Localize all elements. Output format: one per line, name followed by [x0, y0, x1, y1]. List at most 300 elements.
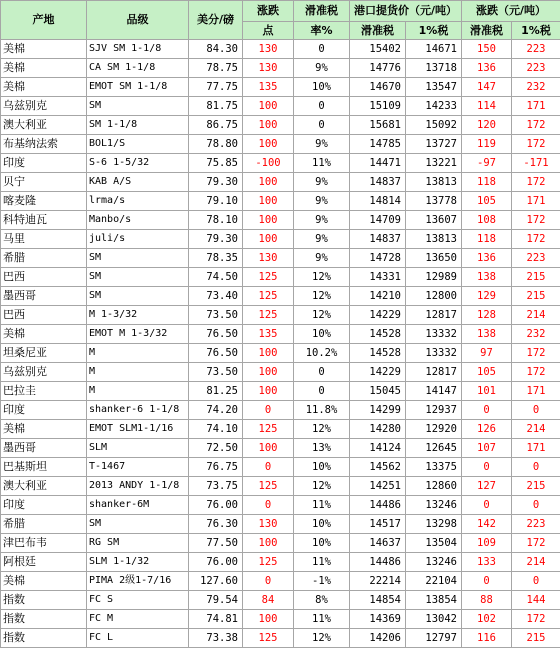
cell-origin: 阿根廷 [1, 553, 87, 572]
cell-tax-rate: 0 [294, 382, 350, 401]
cell-grade: EMOT SLM1-1/16 [87, 420, 189, 439]
cell-origin: 印度 [1, 154, 87, 173]
cell-change-points: 125 [243, 287, 294, 306]
cell-change-points: 0 [243, 572, 294, 591]
cell-price-slide-tax: 15109 [350, 97, 406, 116]
cell-price-1pct-tax: 12937 [406, 401, 462, 420]
cell-price-1pct-tax: 12920 [406, 420, 462, 439]
cell-change-points: 125 [243, 420, 294, 439]
cell-grade: SM [87, 249, 189, 268]
table-row [1, 629, 560, 648]
cell-price-1pct-tax: 15092 [406, 116, 462, 135]
cell-change-points: 125 [243, 306, 294, 325]
cell-price-1pct-tax: 13778 [406, 192, 462, 211]
cell-origin: 美棉 [1, 78, 87, 97]
cell-price-slide-tax: 14229 [350, 363, 406, 382]
cell-tax-rate: 0 [294, 363, 350, 382]
cell-change-points: 125 [243, 553, 294, 572]
table-row [1, 572, 560, 591]
cell-price: 76.50 [189, 325, 243, 344]
cell-change-1pct-tax: 215 [512, 629, 560, 648]
cell-change-1pct-tax: 214 [512, 553, 560, 572]
cell-origin: 美棉 [1, 59, 87, 78]
cell-price-slide-tax: 14785 [350, 135, 406, 154]
table-row [1, 534, 560, 553]
cell-price-1pct-tax: 13813 [406, 230, 462, 249]
cell-change-slide-tax: 136 [462, 59, 512, 78]
cell-price: 74.10 [189, 420, 243, 439]
cell-change-1pct-tax: 223 [512, 40, 560, 59]
cell-change-1pct-tax: 172 [512, 344, 560, 363]
cell-tax-rate: 12% [294, 268, 350, 287]
table-row [1, 192, 560, 211]
cell-tax-rate: 11% [294, 496, 350, 515]
cell-price: 75.85 [189, 154, 243, 173]
cell-change-points: -100 [243, 154, 294, 173]
cell-grade: FC L [87, 629, 189, 648]
cell-change-slide-tax: 128 [462, 306, 512, 325]
table-row [1, 230, 560, 249]
cell-origin: 布基纳法索 [1, 135, 87, 154]
cell-price-slide-tax: 14517 [350, 515, 406, 534]
cell-tax-rate: 11% [294, 610, 350, 629]
cell-change-1pct-tax: 171 [512, 192, 560, 211]
cell-origin: 指数 [1, 591, 87, 610]
cell-change-slide-tax: 114 [462, 97, 512, 116]
cell-change-points: 135 [243, 325, 294, 344]
cell-price-slide-tax: 14528 [350, 344, 406, 363]
cell-grade: FC S [87, 591, 189, 610]
cell-grade: SM [87, 515, 189, 534]
cell-tax-rate: 10% [294, 534, 350, 553]
cell-price: 127.60 [189, 572, 243, 591]
cell-change-points: 100 [243, 211, 294, 230]
cell-grade: FC M [87, 610, 189, 629]
cell-price: 76.30 [189, 515, 243, 534]
table-row [1, 401, 560, 420]
cell-change-slide-tax: 127 [462, 477, 512, 496]
cell-grade: SLM [87, 439, 189, 458]
cell-change-points: 100 [243, 610, 294, 629]
cell-price-slide-tax: 14709 [350, 211, 406, 230]
cell-change-points: 100 [243, 344, 294, 363]
cell-change-1pct-tax: 223 [512, 249, 560, 268]
cell-price: 77.75 [189, 78, 243, 97]
cell-change-slide-tax: 133 [462, 553, 512, 572]
cell-origin: 津巴布韦 [1, 534, 87, 553]
cell-change-1pct-tax: 171 [512, 97, 560, 116]
cell-price: 76.50 [189, 344, 243, 363]
cell-change-1pct-tax: 0 [512, 496, 560, 515]
cell-grade: M [87, 344, 189, 363]
cell-change-points: 100 [243, 192, 294, 211]
cell-price-slide-tax: 14251 [350, 477, 406, 496]
table-row [1, 78, 560, 97]
table-row [1, 59, 560, 78]
table-row [1, 154, 560, 173]
cell-grade: 2013 ANDY 1-1/8 [87, 477, 189, 496]
table-row [1, 135, 560, 154]
cell-change-slide-tax: 0 [462, 401, 512, 420]
cell-change-slide-tax: 119 [462, 135, 512, 154]
cell-tax-rate: 12% [294, 629, 350, 648]
cell-price-1pct-tax: 13246 [406, 496, 462, 515]
cell-change-points: 100 [243, 97, 294, 116]
cell-price-1pct-tax: 12645 [406, 439, 462, 458]
cell-price-1pct-tax: 13504 [406, 534, 462, 553]
cell-change-points: 84 [243, 591, 294, 610]
cell-change-points: 125 [243, 629, 294, 648]
cell-origin: 墨西哥 [1, 287, 87, 306]
cell-price-1pct-tax: 13042 [406, 610, 462, 629]
cell-price: 78.10 [189, 211, 243, 230]
header-tax-top: 滑准税 [294, 1, 350, 22]
cell-grade: SM [87, 268, 189, 287]
header-delivery-price: 港口提货价（元/吨） [350, 1, 462, 22]
cell-price-slide-tax: 14837 [350, 173, 406, 192]
cell-grade: EMOT M 1-3/32 [87, 325, 189, 344]
cell-origin: 希腊 [1, 249, 87, 268]
table-row [1, 325, 560, 344]
cell-grade: SJV SM 1-1/8 [87, 40, 189, 59]
cell-grade: SLM 1-1/32 [87, 553, 189, 572]
cell-price-1pct-tax: 13718 [406, 59, 462, 78]
cell-grade: SM [87, 287, 189, 306]
cell-price: 73.75 [189, 477, 243, 496]
cell-tax-rate: 10% [294, 325, 350, 344]
cell-tax-rate: 9% [294, 173, 350, 192]
cell-change-points: 125 [243, 268, 294, 287]
cell-tax-rate: 13% [294, 439, 350, 458]
table-row [1, 306, 560, 325]
cell-change-slide-tax: 105 [462, 363, 512, 382]
cell-change-1pct-tax: 144 [512, 591, 560, 610]
header-origin: 产地 [1, 1, 87, 40]
cell-origin: 指数 [1, 629, 87, 648]
cell-price-slide-tax: 14637 [350, 534, 406, 553]
table-row [1, 553, 560, 572]
cell-price-1pct-tax: 13221 [406, 154, 462, 173]
header-price: 美分/磅 [189, 1, 243, 40]
table-row [1, 363, 560, 382]
cell-price-slide-tax: 14471 [350, 154, 406, 173]
cell-change-1pct-tax: 223 [512, 515, 560, 534]
cell-change-1pct-tax: 215 [512, 268, 560, 287]
cell-change-slide-tax: 0 [462, 496, 512, 515]
cell-grade: S-6 1-5/32 [87, 154, 189, 173]
cell-origin: 坦桑尼亚 [1, 344, 87, 363]
cell-price-slide-tax: 14206 [350, 629, 406, 648]
cell-price-slide-tax: 14486 [350, 496, 406, 515]
cell-origin: 印度 [1, 401, 87, 420]
cell-grade: lrma/s [87, 192, 189, 211]
table-row [1, 496, 560, 515]
cell-change-points: 100 [243, 135, 294, 154]
cell-origin: 美棉 [1, 40, 87, 59]
header-updown-slide: 滑准税 [462, 22, 512, 40]
cell-change-1pct-tax: 0 [512, 572, 560, 591]
cell-grade: EMOT SM 1-1/8 [87, 78, 189, 97]
cell-price-slide-tax: 14229 [350, 306, 406, 325]
cell-change-points: 100 [243, 534, 294, 553]
cell-price-slide-tax: 14562 [350, 458, 406, 477]
cell-change-1pct-tax: 171 [512, 382, 560, 401]
cell-tax-rate: 11% [294, 154, 350, 173]
cell-origin: 巴基斯坦 [1, 458, 87, 477]
table-row [1, 287, 560, 306]
header-tax-bottom: 率% [294, 22, 350, 40]
cell-change-1pct-tax: 215 [512, 287, 560, 306]
cell-price: 78.35 [189, 249, 243, 268]
cell-price: 74.50 [189, 268, 243, 287]
cell-change-slide-tax: -97 [462, 154, 512, 173]
cell-change-slide-tax: 0 [462, 458, 512, 477]
cell-tax-rate: 0 [294, 97, 350, 116]
cell-grade: SM [87, 97, 189, 116]
cell-change-points: 130 [243, 40, 294, 59]
table-row [1, 344, 560, 363]
cell-change-slide-tax: 136 [462, 249, 512, 268]
cell-change-points: 100 [243, 116, 294, 135]
cell-origin: 马里 [1, 230, 87, 249]
cell-change-slide-tax: 147 [462, 78, 512, 97]
cell-change-points: 135 [243, 78, 294, 97]
cell-price: 79.10 [189, 192, 243, 211]
cell-tax-rate: 10.2% [294, 344, 350, 363]
cell-change-points: 130 [243, 249, 294, 268]
cell-price-slide-tax: 15402 [350, 40, 406, 59]
cell-origin: 巴西 [1, 268, 87, 287]
cell-price: 76.00 [189, 553, 243, 572]
cell-origin: 澳大利亚 [1, 116, 87, 135]
cell-change-slide-tax: 102 [462, 610, 512, 629]
cell-origin: 美棉 [1, 420, 87, 439]
cell-change-slide-tax: 150 [462, 40, 512, 59]
table-row [1, 439, 560, 458]
cell-change-slide-tax: 126 [462, 420, 512, 439]
cell-tax-rate: 9% [294, 135, 350, 154]
cell-price-1pct-tax: 13547 [406, 78, 462, 97]
cell-price-slide-tax: 14814 [350, 192, 406, 211]
cell-tax-rate: -1% [294, 572, 350, 591]
cell-price-slide-tax: 14728 [350, 249, 406, 268]
cell-tax-rate: 10% [294, 78, 350, 97]
cell-price-1pct-tax: 12817 [406, 363, 462, 382]
table-body [1, 40, 560, 648]
table-row [1, 382, 560, 401]
cell-change-1pct-tax: 214 [512, 306, 560, 325]
cell-change-points: 100 [243, 230, 294, 249]
header-updown: 涨跌（元/吨） [462, 1, 560, 22]
cell-origin: 美棉 [1, 572, 87, 591]
table-row [1, 97, 560, 116]
cell-price-slide-tax: 14210 [350, 287, 406, 306]
cell-origin: 希腊 [1, 515, 87, 534]
cell-origin: 巴西 [1, 306, 87, 325]
cell-change-slide-tax: 107 [462, 439, 512, 458]
cell-price-slide-tax: 15681 [350, 116, 406, 135]
cell-change-1pct-tax: 215 [512, 477, 560, 496]
cell-tax-rate: 0 [294, 40, 350, 59]
header-grade: 品级 [87, 1, 189, 40]
table-row [1, 610, 560, 629]
header-delivery-1pct: 1%税 [406, 22, 462, 40]
cell-change-slide-tax: 120 [462, 116, 512, 135]
table-row [1, 211, 560, 230]
cell-change-points: 130 [243, 515, 294, 534]
cell-price-1pct-tax: 13332 [406, 344, 462, 363]
cell-change-slide-tax: 109 [462, 534, 512, 553]
cell-price: 78.80 [189, 135, 243, 154]
cell-change-slide-tax: 138 [462, 268, 512, 287]
cell-price-1pct-tax: 13813 [406, 173, 462, 192]
cell-price: 76.00 [189, 496, 243, 515]
cell-price-slide-tax: 14528 [350, 325, 406, 344]
cell-price-slide-tax: 14486 [350, 553, 406, 572]
cell-price: 84.30 [189, 40, 243, 59]
cell-price-slide-tax: 14299 [350, 401, 406, 420]
cell-origin: 乌兹别克 [1, 363, 87, 382]
cell-origin: 美棉 [1, 325, 87, 344]
table-row [1, 477, 560, 496]
cell-grade: shanker-6M [87, 496, 189, 515]
cell-grade: M 1-3/32 [87, 306, 189, 325]
cell-grade: PIMA 2级1-7/16 [87, 572, 189, 591]
cell-price-1pct-tax: 13246 [406, 553, 462, 572]
cell-price-1pct-tax: 14671 [406, 40, 462, 59]
cell-tax-rate: 9% [294, 230, 350, 249]
cell-price-1pct-tax: 13332 [406, 325, 462, 344]
cell-change-1pct-tax: -171 [512, 154, 560, 173]
cell-grade: juli/s [87, 230, 189, 249]
table-row [1, 591, 560, 610]
cell-change-slide-tax: 118 [462, 230, 512, 249]
cell-change-slide-tax: 129 [462, 287, 512, 306]
cell-change-1pct-tax: 0 [512, 458, 560, 477]
cell-tax-rate: 9% [294, 211, 350, 230]
cell-price-slide-tax: 14776 [350, 59, 406, 78]
cell-change-slide-tax: 118 [462, 173, 512, 192]
cell-price-1pct-tax: 13727 [406, 135, 462, 154]
cell-change-1pct-tax: 171 [512, 439, 560, 458]
cell-grade: CA SM 1-1/8 [87, 59, 189, 78]
cell-grade: Manbo/s [87, 211, 189, 230]
cell-change-points: 125 [243, 477, 294, 496]
cell-change-1pct-tax: 214 [512, 420, 560, 439]
cell-price-1pct-tax: 12860 [406, 477, 462, 496]
cell-change-slide-tax: 108 [462, 211, 512, 230]
cell-grade: T-1467 [87, 458, 189, 477]
cell-tax-rate: 11.8% [294, 401, 350, 420]
cell-price: 86.75 [189, 116, 243, 135]
cell-change-1pct-tax: 172 [512, 230, 560, 249]
cell-price-slide-tax: 14331 [350, 268, 406, 287]
cell-change-slide-tax: 142 [462, 515, 512, 534]
cell-grade: M [87, 382, 189, 401]
cell-price-1pct-tax: 13607 [406, 211, 462, 230]
cell-price: 74.20 [189, 401, 243, 420]
cell-origin: 巴拉圭 [1, 382, 87, 401]
cell-grade: SM 1-1/8 [87, 116, 189, 135]
cell-change-points: 0 [243, 458, 294, 477]
cell-price: 77.50 [189, 534, 243, 553]
cell-grade: BOL1/S [87, 135, 189, 154]
cell-origin: 墨西哥 [1, 439, 87, 458]
cell-change-slide-tax: 101 [462, 382, 512, 401]
cell-price-1pct-tax: 13375 [406, 458, 462, 477]
cell-price-slide-tax: 14369 [350, 610, 406, 629]
cell-change-slide-tax: 138 [462, 325, 512, 344]
header-updown-1pct: 1%税 [512, 22, 560, 40]
cell-tax-rate: 12% [294, 306, 350, 325]
cell-price-slide-tax: 14854 [350, 591, 406, 610]
table-row [1, 268, 560, 287]
cell-tax-rate: 12% [294, 477, 350, 496]
cell-tax-rate: 9% [294, 249, 350, 268]
cell-price-1pct-tax: 12797 [406, 629, 462, 648]
cell-tax-rate: 9% [294, 59, 350, 78]
cell-change-1pct-tax: 0 [512, 401, 560, 420]
cell-price: 81.25 [189, 382, 243, 401]
cell-price-1pct-tax: 13854 [406, 591, 462, 610]
cell-price-1pct-tax: 14147 [406, 382, 462, 401]
cell-tax-rate: 10% [294, 515, 350, 534]
cell-price-1pct-tax: 22104 [406, 572, 462, 591]
cell-change-1pct-tax: 223 [512, 59, 560, 78]
cell-change-slide-tax: 116 [462, 629, 512, 648]
cell-price-1pct-tax: 12989 [406, 268, 462, 287]
header-delivery-slide: 滑准税 [350, 22, 406, 40]
table-row [1, 249, 560, 268]
cell-change-slide-tax: 105 [462, 192, 512, 211]
cell-price: 72.50 [189, 439, 243, 458]
cell-change-1pct-tax: 172 [512, 211, 560, 230]
cell-change-1pct-tax: 172 [512, 610, 560, 629]
cell-origin: 喀麦隆 [1, 192, 87, 211]
cell-change-points: 130 [243, 59, 294, 78]
table-row [1, 515, 560, 534]
cell-change-1pct-tax: 172 [512, 116, 560, 135]
cell-change-1pct-tax: 172 [512, 135, 560, 154]
cell-origin: 科特迪瓦 [1, 211, 87, 230]
cell-change-1pct-tax: 232 [512, 78, 560, 97]
cell-price: 79.30 [189, 173, 243, 192]
cell-grade: shanker-6 1-1/8 [87, 401, 189, 420]
cell-grade: RG SM [87, 534, 189, 553]
cell-price: 79.54 [189, 591, 243, 610]
cell-price-slide-tax: 14124 [350, 439, 406, 458]
cell-price-slide-tax: 22214 [350, 572, 406, 591]
cell-tax-rate: 12% [294, 420, 350, 439]
cell-origin: 乌兹别克 [1, 97, 87, 116]
header-change-top: 涨跌 [243, 1, 294, 22]
cell-price-slide-tax: 14670 [350, 78, 406, 97]
cell-price: 78.75 [189, 59, 243, 78]
header-change-bottom: 点 [243, 22, 294, 40]
cell-change-points: 100 [243, 363, 294, 382]
cell-price: 73.50 [189, 363, 243, 382]
table-row [1, 458, 560, 477]
cell-change-1pct-tax: 172 [512, 173, 560, 192]
cell-price-slide-tax: 14837 [350, 230, 406, 249]
cell-tax-rate: 9% [294, 192, 350, 211]
cell-change-points: 100 [243, 382, 294, 401]
cell-tax-rate: 11% [294, 553, 350, 572]
cell-price-1pct-tax: 13298 [406, 515, 462, 534]
cell-grade: M [87, 363, 189, 382]
cell-price-slide-tax: 14280 [350, 420, 406, 439]
cell-price: 76.75 [189, 458, 243, 477]
